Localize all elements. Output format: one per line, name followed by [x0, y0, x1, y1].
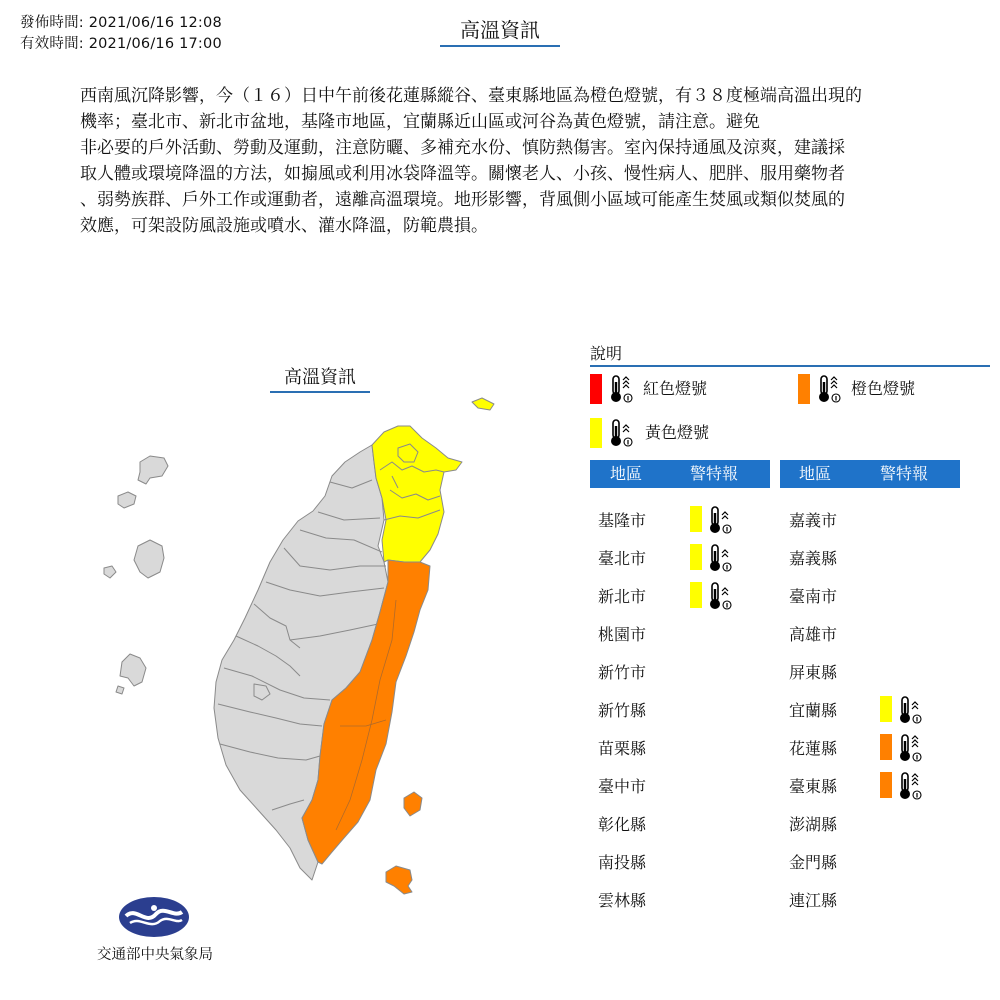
thermometer-yellow-icon — [706, 543, 734, 573]
region-name: 高雄市 — [789, 625, 838, 644]
region-name: 臺南市 — [789, 587, 838, 606]
region-name: 苗栗縣 — [598, 739, 647, 758]
header-region-right: 地區 — [799, 464, 832, 483]
legend-swatch-orange — [798, 374, 810, 404]
warning-swatch-yellow — [690, 544, 702, 570]
legend-underline — [590, 365, 990, 367]
header-region-left: 地區 — [610, 464, 643, 483]
map-title-underline — [270, 391, 370, 393]
region-name: 桃園市 — [598, 625, 647, 644]
thermometer-yellow-icon — [607, 418, 635, 448]
table-header-left — [590, 460, 770, 488]
region-name: 澎湖縣 — [789, 815, 838, 834]
region-name: 新竹市 — [598, 663, 647, 682]
header-warning-left: 警特報 — [690, 464, 739, 483]
region-name: 臺東縣 — [789, 777, 838, 796]
island-penghu — [116, 654, 146, 694]
legend-label-red: 紅色燈號 — [643, 379, 708, 398]
legend-label-orange: 橙色燈號 — [851, 379, 916, 398]
region-name: 臺北市 — [598, 549, 647, 568]
island-matsu-2 — [118, 492, 136, 508]
region-name: 金門縣 — [789, 853, 838, 872]
region-name: 新竹縣 — [598, 701, 647, 720]
legend-title: 說明 — [590, 344, 623, 363]
warning-description: 西南風沉降影響，今（１６）日中午前後花蓮縣縱谷、臺東縣地區為橙色燈號，有３８度極端高溫出現的 機率；臺北市、新北市盆地，基隆市地區，宜蘭縣近山區或河谷為黃色燈號，請注意。避免 非必要的戶外活動、勞動及運動，注意防曬、多補充水份、慎防熱傷害。室內保持通風及涼爽，建議採 取人體或環境降溫的方法，如搧風或利用冰袋降溫等。關懷老人、小孩、慢性病人、肥胖、服用藥物者 、弱勢族群、戶外工作或運動者，遠離高溫環境。地形影響，背風側小區域可能產生焚風或類似焚風的 效應，可架設防風設施或噴水、灌水降溫，防範農損。 — [80, 86, 862, 236]
region-name: 新北市 — [598, 587, 647, 606]
warning-swatch-orange — [880, 772, 892, 798]
region-name: 彰化縣 — [598, 815, 647, 834]
region-name: 宜蘭縣 — [789, 701, 838, 720]
valid-time: 有效時間: 2021/06/16 17:00 — [20, 36, 222, 52]
header-warning-right: 警特報 — [880, 464, 929, 483]
warning-swatch-orange — [880, 734, 892, 760]
page-title: 高溫資訊 — [460, 18, 540, 42]
thermometer-yellow-icon — [896, 695, 924, 725]
island-kinmen-1 — [134, 540, 164, 578]
thermometer-red-icon — [607, 374, 635, 404]
legend-swatch-red — [590, 374, 602, 404]
region-name: 嘉義縣 — [789, 549, 838, 568]
legend-swatch-yellow — [590, 418, 602, 448]
island-matsu-1 — [138, 456, 168, 484]
agency-name: 交通部中央氣象局 — [97, 947, 213, 963]
region-name: 屏東縣 — [789, 663, 838, 682]
warning-swatch-yellow — [690, 582, 702, 608]
thermometer-orange-icon — [896, 733, 924, 763]
island-turtle — [472, 398, 494, 410]
region-name: 雲林縣 — [598, 891, 647, 910]
island-green — [404, 792, 422, 816]
island-kinmen-2 — [104, 566, 116, 578]
thermometer-orange-icon — [815, 374, 843, 404]
island-orchid — [386, 866, 412, 894]
region-name: 連江縣 — [789, 891, 838, 910]
map-title: 高溫資訊 — [284, 367, 356, 388]
cwb-logo — [118, 896, 190, 938]
thermometer-yellow-icon — [706, 581, 734, 611]
warning-swatch-yellow — [880, 696, 892, 722]
warning-swatch-yellow — [690, 506, 702, 532]
thermometer-orange-icon — [896, 771, 924, 801]
region-name: 南投縣 — [598, 853, 647, 872]
legend-label-yellow: 黃色燈號 — [645, 423, 710, 442]
region-name: 基隆市 — [598, 511, 647, 530]
issue-time: 發佈時間: 2021/06/16 12:08 — [20, 15, 222, 31]
table-header-right — [780, 460, 960, 488]
region-name: 花蓮縣 — [789, 739, 838, 758]
thermometer-yellow-icon — [706, 505, 734, 535]
region-name: 臺中市 — [598, 777, 647, 796]
region-name: 嘉義市 — [789, 511, 838, 530]
